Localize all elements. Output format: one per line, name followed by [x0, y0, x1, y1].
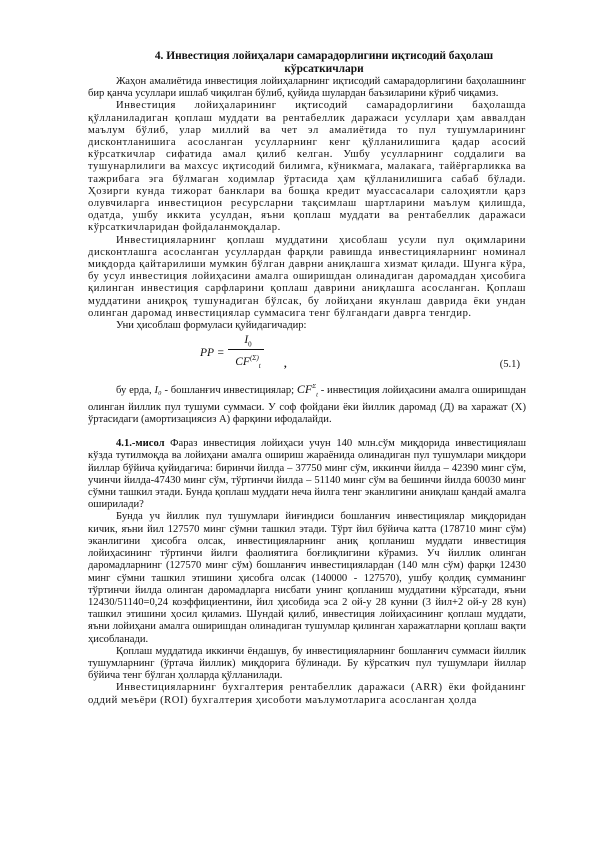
paragraph-arr: Инвестицияларнинг бухгалтерия рентабеллик даражаси (ARR) ёки фойданинг оддий меъёри (ROI) бухгалтерия ҳисоботи маълумотларига асосланган ҳолда — [88, 682, 526, 706]
paragraph-example: 4.1.-мисол Фараз инвестиция лойиҳаси учун 140 млн.сўм миқдорида инвестициялаш кўзда тутилмоқда ва лойиҳани амалга ошириш жараёнида олинадиган пул тушумлари миқдори йиллар бўйича қуйидагича: биринчи йилда – 37750 минг сўм, иккинчи йилда – 42390 минг сўм, учинчи йилда-47430 минг сўм, тўртинчи йилда – 51140 минг сўм ва бешинчи йилда 60030 минг сўмни ташкил этади. Бунда қоплаш муддати неча йилга тенг эканлигини аниқлаш қандай амалга оширилади? — [88, 438, 526, 511]
paragraph-intro: Жаҳон амалиётида инвестиция лойиҳаларнинг иқтисодий самарадорлигини баҳолашнинг бир қанча усуллари ишлаб чиқилган бўлиб, қуйида шулардан баъзиларини кўриб чиқамиз. — [88, 76, 526, 100]
document-page — [88, 50, 526, 707]
paragraph-example-solution: Бунда уч йиллик пул тушумлари йиғиндиси бошланғич инвестициялар миқдоридан кичик, яъни йил 127570 минг сўмни ташкил этади. Тўрт йил бўйича катта (178710 минг сўм) эканлигини ҳисобга олсак, инвестицияларнинг аниқ қопланиш муддати инвестиция лойиҳасининг тўртинчи йилги фаолиятига боғлиқлигини кўрамиз. Уч йиллик олинган даромадларнинг (127570 минг сўм) бошланғич инвестициялардан (140 млн сўм) фарқи 12430 минг сўмни ташкил этишини ҳисобга олсак (140000 - 127570), ушбу қолдиқ сумманинг тўртинчи йилда олинган даромадларга нисбати унинг қопланиш муддатини кўрсатади, яъни 12430/51140=0,24 коэффициентини, йил ҳисобида эса 2 ой-у 28 кунни (3 йил+2 ой-у 28 кун) ташкил этишини ҳосил қиламиз. Шундай қилиб, инвестиция лойиҳасининг қоплаш муддати, яъни лойиҳани амалга оширишдан олинадиган тушумлар қилинган харажатларни қоплаш вақти ҳисобланади. — [88, 511, 526, 645]
formula-lhs: PP = — [200, 347, 225, 360]
inline-cf-symbol: $CF^\Sigma_t$ — [296, 382, 318, 399]
formula-payback-period — [88, 333, 526, 381]
section-heading — [88, 50, 526, 76]
paragraph-second-approach: Қоплаш муддатида иккинчи ёндашув, бу инвестицияларнинг бошланғич суммаси йиллик тушумларнинг (ўртача йиллик) миқдорига бўлинади. Бу кўрсаткич пул тушумлари йиллар бўйича тенг бўлган ҳолларда қўлланилади. — [88, 645, 526, 682]
section-heading-line1: 4. Инвестиция лойиҳалари самарадорлигини иқтисодий баҳолаш — [154, 50, 494, 62]
paragraph-formula-intro: Уни ҳисоблаш формуласи қуйидагичадир: — [116, 320, 307, 332]
paragraph-payback-definition: Инвестицияларнинг қоплаш муддатини ҳисоблаш усули пул оқимларини дисконтлашга асосланган усуллардан фарқли равишда инвестицияларнинг номинал миқдорда қайтарилиши мумкин бўлган даврни аниқлашга хизмат қилади. Шунга кўра, бу усул инвестиция лойиҳасини амалга оширишдан олинадиган даромаддан ҳисобига қилинган инвестиция сарфларини қоплаш даврини аниқлашга асосланган. Қоплаш муддатини аниқроқ тушунадиган бўлсак, бу лойиҳани якунлаш даврида ёки ундан олинган даромад инвестициялар суммасига тенг бўлгандаги даврга тенгдир. — [88, 234, 526, 319]
formula-denominator: $CF^{(\Sigma)}_t$ — [235, 354, 261, 371]
formula-fraction-bar — [228, 349, 264, 350]
section-heading-line2: кўрсаткичлари — [284, 63, 364, 75]
formula-comma: , — [284, 359, 287, 371]
paragraph-payback-methods: Инвестиция лойиҳаларининг иқтисодий самарадорлигини баҳолашда қўлланиладиган қоплаш муддати ва рентабеллик даражаси усуллари ҳам аввалдан маълум бўлиб, улар миллий ва чет эл амалиётида то пул тушумларининг дисконтланишига асосланган усулларнинг кенг қўлланилишига қадар асосий кўрсаткичлар сифатида амал қилиб келган. Ушбу усулларнинг соддалиги ва тушунарлилиги ва махсус иқтисодий билимга, кўникмага, малакага, тайёргарликка ва тажрибага эга бўлмаган ходимлар ўртасида ҳам қўлланилишига сабаб бўлади. Ҳозирги кунда тижорат банклари ва бошқа кредит муассасалари салоҳиятли қарз олувчиларга инвестицион ресурсларни тақсимлаш шартларини маълум қилишда, одатда, ушбу иккита усулдан, яъни қоплаш муддати ва рентабеллик даражаси кўрсаткичларидан фойдаланмоқдалар. — [88, 100, 526, 234]
formula-fraction — [226, 334, 270, 372]
formula-number: (5.1) — [499, 359, 520, 371]
example-label: 4.1.-мисол — [116, 438, 165, 450]
formula-numerator: $I_0$ — [244, 334, 252, 349]
paragraph-formula-explanation: бу ерда, I₀ - бошланғич инвестициялар; $CF^\Sigma_t$ - инвестиция лойиҳасини амалга оширишдан олинган йиллик пул тушуми суммаси. У соф фойдани ёки йиллик даромад (Д) ва харажат (Х) ўртасидаги (амортизациясиз А) фарқини ифодалайди. — [88, 382, 526, 426]
